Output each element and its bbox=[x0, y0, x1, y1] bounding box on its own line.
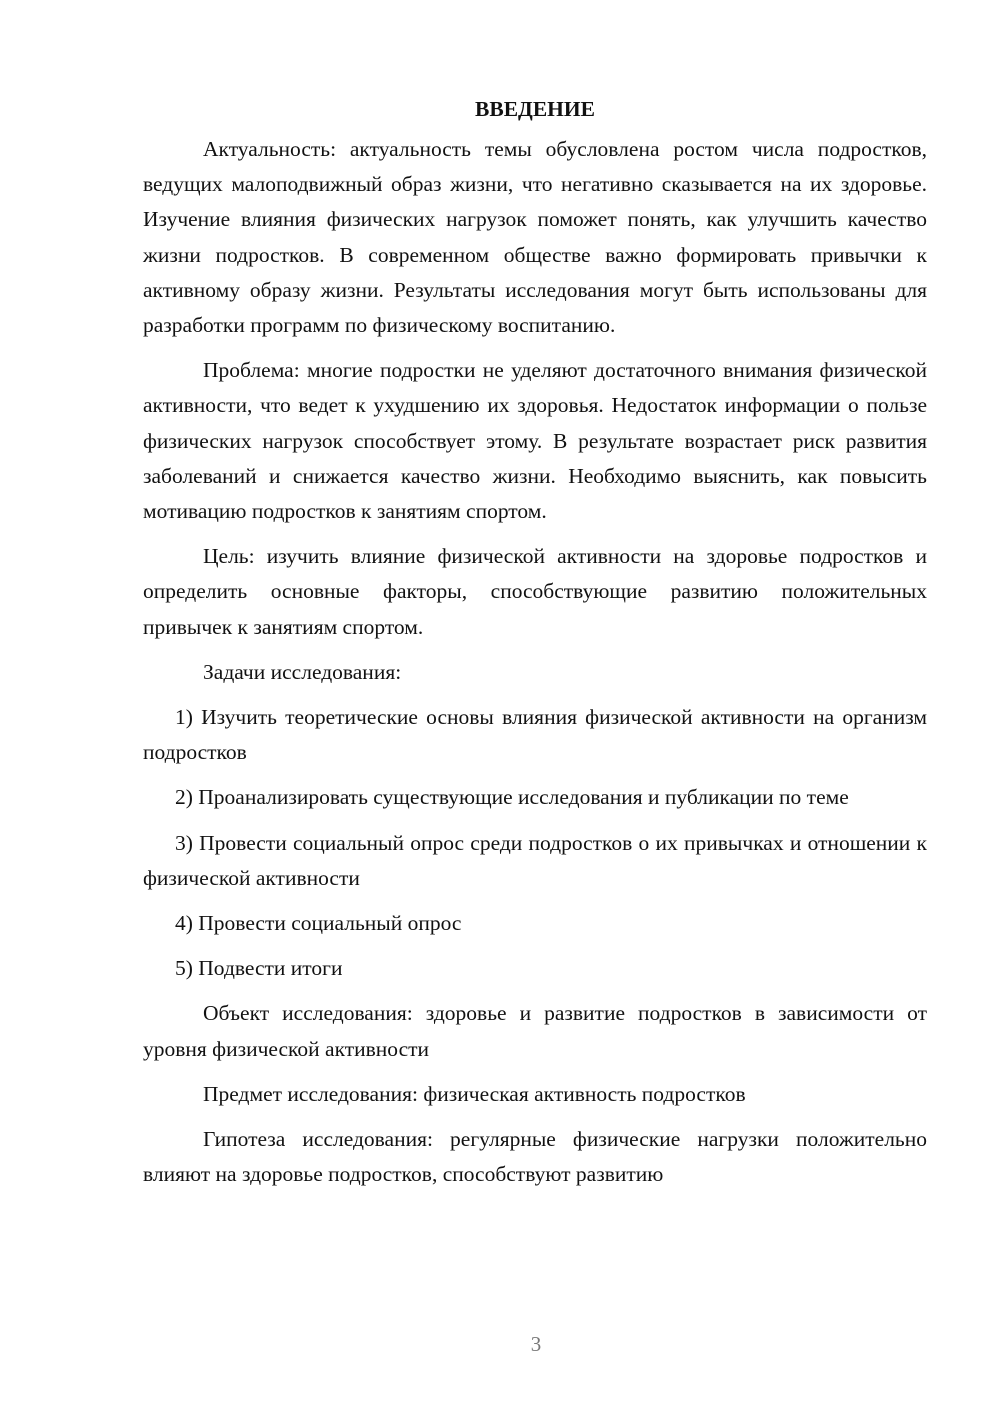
tasks-list bbox=[143, 700, 927, 986]
task-item-2: 2) Проанализировать существующие исследования и публикации по теме bbox=[175, 785, 849, 810]
tasks-title: Задачи исследования: bbox=[203, 659, 402, 684]
problem-paragraph: Проблема: многие подростки не уделяют достаточного внимания физической активности, что ведет к ухудшению их здоровья. Недостаток информации о пользе физических нагрузок способствует этому. В результате возрастает риск развития заболеваний и снижается качество жизни. Необходимо выяснить, как повысить мотивацию подростков к занятиям спортом. bbox=[143, 358, 927, 524]
task-item-5: 5) Подвести итоги bbox=[175, 956, 343, 981]
hypothesis-paragraph: Гипотеза исследования: регулярные физические нагрузки положительно влияют на здоровье подростков, способствуют развитию bbox=[143, 1127, 927, 1187]
object-paragraph: Объект исследования: здоровье и развитие подростков в зависимости от уровня физической активности bbox=[143, 1001, 927, 1061]
relevance-paragraph: Актуальность: актуальность темы обусловлена ростом числа подростков, ведущих малоподвижный образ жизни, что негативно сказывается на их здоровье. Изучение влияния физических нагрузок поможет понять, как улучшить качество жизни подростков. В современном обществе важно формировать привычки к активному образу жизни. Результаты исследования могут быть использованы для разработки программ по физическому воспитанию. bbox=[143, 137, 927, 338]
page-number: 3 bbox=[530, 1332, 542, 1356]
section-heading: ВВЕДЕНИЕ bbox=[475, 97, 595, 121]
task-item-3: 3) Провести социальный опрос среди подростков о их привычках и отношении к физической активности bbox=[143, 830, 927, 890]
task-item-4: 4) Провести социальный опрос bbox=[175, 911, 462, 936]
page-content bbox=[143, 92, 927, 1202]
task-item-1: 1) Изучить теоретические основы влияния физической активности на организм подростков bbox=[143, 705, 927, 765]
goal-paragraph: Цель: изучить влияние физической активности на здоровье подростков и определить основные факторы, способствующие развитию положительных привычек к занятиям спортом. bbox=[143, 544, 927, 639]
subject-paragraph: Предмет исследования: физическая активность подростков bbox=[203, 1081, 746, 1106]
